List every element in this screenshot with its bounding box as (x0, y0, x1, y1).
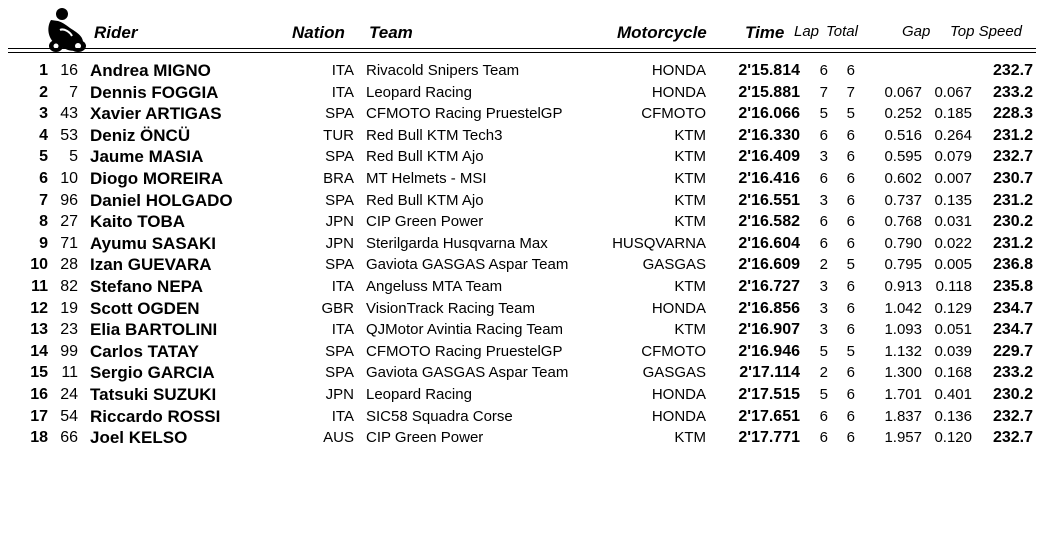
gap-to-previous: 0.136 (934, 407, 972, 425)
lap-time: 2'15.814 (738, 62, 800, 79)
rider-name: Elia BARTOLINI (90, 320, 218, 340)
best-lap: 3 (819, 148, 828, 166)
best-lap: 6 (819, 213, 828, 231)
top-speed: 235.8 (992, 278, 1033, 295)
table-row (0, 103, 1044, 124)
lap-time: 2'16.907 (738, 321, 800, 339)
motorcycle: CFMOTO (641, 342, 706, 360)
motorcycle: KTM (674, 191, 706, 209)
best-lap: 5 (819, 105, 828, 123)
position: 1 (39, 62, 48, 79)
col-header-total: Total (826, 23, 858, 40)
gap-to-previous: 0.067 (934, 83, 972, 101)
table-row (0, 384, 1044, 405)
team-name: CIP Green Power (366, 213, 484, 231)
team-name: MT Helmets - MSI (366, 170, 487, 187)
gap-to-first: 0.067 (884, 83, 922, 101)
nation: GBR (321, 299, 354, 317)
best-lap: 6 (819, 62, 828, 79)
rider-name: Stefano NEPA (90, 277, 204, 296)
position: 8 (39, 213, 48, 231)
gap-to-previous: 0.007 (934, 170, 972, 187)
total-laps: 7 (846, 83, 855, 101)
nation: AUS (323, 429, 354, 447)
gap-to-previous: 0.031 (934, 213, 972, 231)
motorcycle: HONDA (651, 299, 706, 317)
position: 3 (39, 105, 48, 123)
table-row (0, 362, 1044, 383)
gap-to-previous: 0.118 (935, 278, 972, 295)
nation: JPN (325, 234, 354, 252)
position: 16 (30, 386, 48, 403)
team-name: Red Bull KTM Ajo (366, 148, 484, 166)
top-speed: 233.2 (992, 83, 1033, 101)
rider-number: 54 (60, 407, 78, 425)
rider-number: 82 (60, 278, 78, 295)
table-row (0, 341, 1044, 362)
position: 17 (30, 407, 48, 425)
gap-to-first: 0.602 (884, 170, 922, 187)
nation: JPN (325, 213, 354, 231)
gap-to-first: 1.093 (884, 321, 922, 339)
motorcycle: HONDA (651, 83, 706, 101)
rider-name: Carlos TATAY (90, 341, 199, 361)
gap-to-previous: 0.264 (934, 126, 972, 144)
rider-name: Dennis FOGGIA (90, 82, 219, 102)
rider-name: Diogo MOREIRA (90, 169, 224, 188)
gap-to-first: 0.516 (884, 126, 922, 144)
motorcycle: KTM (674, 126, 706, 144)
best-lap: 6 (819, 407, 828, 425)
total-laps: 6 (846, 62, 855, 79)
gap-to-previous: 0.079 (934, 148, 972, 166)
gap-to-previous: 0.120 (934, 429, 972, 447)
rider-number: 71 (60, 234, 78, 252)
rider-number: 96 (60, 191, 78, 209)
nation: BRA (323, 170, 354, 187)
gap-to-previous: 0.051 (934, 321, 972, 339)
table-row (0, 168, 1044, 189)
rider-name: Izan GUEVARA (90, 255, 212, 275)
nation: ITA (331, 321, 354, 339)
motorcycle: HONDA (651, 386, 706, 403)
table-row (0, 233, 1044, 254)
motorcycle: GASGAS (642, 256, 706, 274)
position: 18 (30, 429, 48, 447)
lap-time: 2'16.946 (738, 342, 800, 360)
motorcycle-rider-logo-icon (42, 6, 88, 54)
gap-to-previous: 0.005 (934, 256, 972, 274)
top-speed: 229.7 (992, 342, 1033, 360)
top-speed: 234.7 (992, 321, 1033, 339)
gap-to-first: 1.042 (884, 299, 922, 317)
table-row (0, 82, 1044, 103)
position: 2 (39, 83, 48, 101)
nation: SPA (325, 148, 354, 166)
rider-number: 66 (60, 429, 78, 447)
col-header-team: Team (369, 23, 413, 42)
gap-to-first: 0.737 (884, 191, 922, 209)
rider-name: Scott OGDEN (90, 298, 200, 318)
lap-time: 2'17.114 (739, 364, 800, 382)
top-speed: 230.7 (992, 170, 1033, 187)
team-name: QJMotor Avintia Racing Team (366, 321, 564, 339)
top-speed: 231.2 (992, 234, 1033, 252)
total-laps: 6 (846, 213, 855, 231)
best-lap: 6 (819, 429, 828, 447)
table-row (0, 406, 1044, 427)
gap-to-previous: 0.022 (934, 234, 972, 252)
position: 10 (30, 256, 48, 274)
total-laps: 6 (846, 407, 855, 425)
table-row (0, 427, 1044, 448)
gap-to-previous: 0.039 (934, 342, 972, 360)
team-name: CIP Green Power (366, 429, 484, 447)
team-name: Gaviota GASGAS Aspar Team (366, 364, 569, 382)
gap-to-first: 1.837 (884, 407, 922, 425)
gap-to-first: 0.595 (884, 148, 922, 166)
motorcycle: KTM (674, 170, 706, 187)
total-laps: 6 (846, 299, 855, 317)
total-laps: 6 (846, 321, 855, 339)
total-laps: 6 (846, 386, 855, 403)
nation: ITA (331, 83, 354, 101)
best-lap: 6 (819, 170, 828, 187)
rider-number: 27 (60, 213, 78, 231)
best-lap: 3 (819, 299, 828, 317)
rider-number: 28 (60, 256, 78, 274)
col-header-top-speed: Top Speed (950, 23, 1023, 40)
top-speed: 230.2 (992, 386, 1033, 403)
top-speed: 233.2 (992, 364, 1033, 382)
rider-number: 16 (60, 62, 78, 79)
total-laps: 6 (846, 364, 855, 382)
top-speed: 232.7 (992, 429, 1033, 447)
lap-time: 2'16.416 (738, 170, 800, 187)
gap-to-previous: 0.401 (934, 386, 972, 403)
rider-number: 10 (60, 170, 78, 187)
col-header-rider: Rider (94, 23, 138, 42)
best-lap: 2 (819, 364, 828, 382)
total-laps: 6 (846, 278, 855, 295)
position: 6 (39, 170, 48, 187)
gap-to-previous: 0.168 (934, 364, 972, 382)
rider-number: 11 (61, 364, 78, 382)
header-rule-top (8, 48, 1036, 49)
rider-number: 23 (60, 321, 78, 339)
nation: JPN (325, 386, 354, 403)
gap-to-first: 0.790 (884, 234, 922, 252)
position: 9 (39, 234, 48, 252)
motorcycle: CFMOTO (641, 105, 706, 123)
motorcycle: HONDA (651, 62, 706, 79)
rider-name: Sergio GARCIA (90, 363, 215, 383)
rider-name: Joel KELSO (90, 428, 188, 448)
team-name: Red Bull KTM Tech3 (366, 126, 503, 144)
rider-name: Daniel HOLGADO (90, 190, 233, 210)
rider-name: Andrea MIGNO (90, 61, 211, 80)
best-lap: 5 (819, 342, 828, 360)
table-row (0, 276, 1044, 297)
nation: ITA (331, 278, 354, 295)
top-speed: 232.7 (992, 407, 1033, 425)
nation: ITA (331, 62, 354, 79)
total-laps: 6 (846, 126, 855, 144)
table-row (0, 190, 1044, 211)
rider-number: 7 (69, 83, 78, 101)
best-lap: 3 (819, 278, 828, 295)
lap-time: 2'15.881 (738, 83, 800, 101)
team-name: Gaviota GASGAS Aspar Team (366, 256, 569, 274)
lap-time: 2'17.651 (738, 407, 800, 425)
lap-time: 2'16.604 (738, 234, 800, 252)
gap-to-first: 1.300 (884, 364, 922, 382)
lap-time: 2'16.856 (738, 299, 800, 317)
rider-number: 24 (60, 386, 78, 403)
gap-to-previous: 0.185 (934, 105, 972, 123)
gap-to-first: 1.957 (884, 429, 922, 447)
position: 12 (30, 299, 48, 317)
gap-to-previous: 0.129 (934, 299, 972, 317)
rider-name: Riccardo ROSSI (90, 406, 221, 426)
team-name: SIC58 Squadra Corse (366, 407, 513, 425)
position: 4 (39, 126, 48, 144)
top-speed: 236.8 (992, 256, 1033, 274)
nation: SPA (325, 342, 354, 360)
best-lap: 3 (819, 191, 828, 209)
nation: ITA (331, 407, 354, 425)
rider-name: Ayumu SASAKI (90, 233, 216, 253)
team-name: CFMOTO Racing PruestelGP (366, 342, 563, 360)
best-lap: 6 (819, 126, 828, 144)
lap-time: 2'16.727 (738, 278, 800, 295)
motorcycle: KTM (674, 321, 706, 339)
rider-number: 53 (60, 126, 78, 144)
team-name: Red Bull KTM Ajo (366, 191, 484, 209)
position: 5 (39, 148, 48, 166)
top-speed: 228.3 (992, 105, 1033, 123)
motorcycle: KTM (674, 429, 706, 447)
col-header-time: Time (745, 23, 785, 42)
best-lap: 5 (819, 386, 828, 403)
position: 15 (30, 364, 48, 382)
table-row (0, 211, 1044, 232)
nation: TUR (323, 126, 354, 144)
table-row (0, 60, 1044, 81)
rider-name: Xavier ARTIGAS (90, 104, 222, 124)
total-laps: 6 (846, 234, 855, 252)
total-laps: 5 (846, 256, 855, 274)
lap-time: 2'17.515 (738, 386, 800, 403)
gap-to-first: 0.768 (884, 213, 922, 231)
top-speed: 231.2 (992, 126, 1033, 144)
col-header-lap: Lap (794, 23, 820, 40)
total-laps: 6 (846, 429, 855, 447)
total-laps: 6 (846, 148, 855, 166)
gap-to-first: 0.913 (884, 278, 922, 295)
motorcycle: KTM (674, 278, 706, 295)
rider-number: 99 (60, 342, 78, 360)
rider-name: Deniz ÖNCÜ (90, 125, 191, 145)
best-lap: 2 (819, 256, 828, 274)
table-row (0, 298, 1044, 319)
lap-time: 2'16.551 (738, 191, 800, 209)
lap-time: 2'16.330 (738, 126, 800, 144)
total-laps: 5 (846, 342, 855, 360)
top-speed: 232.7 (992, 148, 1033, 166)
position: 11 (31, 278, 48, 295)
total-laps: 6 (846, 191, 855, 209)
table-row (0, 254, 1044, 275)
best-lap: 7 (819, 83, 828, 101)
gap-to-first: 0.795 (884, 256, 922, 274)
top-speed: 231.2 (992, 191, 1033, 209)
position: 13 (30, 321, 48, 339)
gap-to-first: 0.252 (884, 105, 922, 123)
motorcycle: GASGAS (642, 364, 706, 382)
lap-time: 2'16.582 (738, 213, 800, 231)
team-name: Rivacold Snipers Team (366, 62, 520, 79)
gap-to-first: 1.701 (884, 386, 922, 403)
motorcycle: KTM (674, 213, 706, 231)
motorcycle: HUSQVARNA (612, 234, 706, 252)
team-name: Sterilgarda Husqvarna Max (366, 234, 548, 252)
lap-time: 2'17.771 (738, 429, 800, 447)
team-name: Leopard Racing (366, 83, 472, 101)
nation: SPA (325, 191, 354, 209)
nation: SPA (325, 256, 354, 274)
motorcycle: KTM (674, 148, 706, 166)
lap-time: 2'16.609 (738, 256, 800, 274)
rider-name: Tatsuki SUZUKI (90, 385, 217, 404)
table-row (0, 319, 1044, 340)
team-name: Leopard Racing (366, 386, 472, 403)
rider-number: 43 (60, 105, 78, 123)
col-header-nation: Nation (292, 23, 345, 42)
gap-to-previous: 0.135 (934, 191, 972, 209)
rider-number: 19 (60, 299, 78, 317)
total-laps: 6 (846, 170, 855, 187)
total-laps: 5 (846, 105, 855, 123)
gap-to-first: 1.132 (884, 342, 922, 360)
rider-name: Kaito TOBA (90, 212, 186, 232)
top-speed: 234.7 (992, 299, 1033, 317)
team-name: CFMOTO Racing PruestelGP (366, 105, 563, 123)
best-lap: 6 (819, 234, 828, 252)
col-header-motorcycle: Motorcycle (617, 23, 707, 42)
motorcycle: HONDA (651, 407, 706, 425)
col-header-gap: Gap (902, 23, 931, 40)
best-lap: 3 (819, 321, 828, 339)
table-row (0, 146, 1044, 167)
header-rule-bottom (8, 52, 1036, 53)
top-speed: 230.2 (992, 213, 1033, 231)
position: 14 (30, 342, 48, 360)
team-name: Angeluss MTA Team (366, 278, 503, 295)
rider-name: Jaume MASIA (90, 147, 204, 167)
top-speed: 232.7 (992, 62, 1033, 79)
team-name: VisionTrack Racing Team (366, 299, 535, 317)
nation: SPA (325, 105, 354, 123)
rider-number: 5 (69, 148, 78, 166)
lap-time: 2'16.409 (738, 148, 800, 166)
table-row (0, 125, 1044, 146)
nation: SPA (325, 364, 354, 382)
lap-time: 2'16.066 (738, 105, 800, 123)
position: 7 (39, 191, 48, 209)
